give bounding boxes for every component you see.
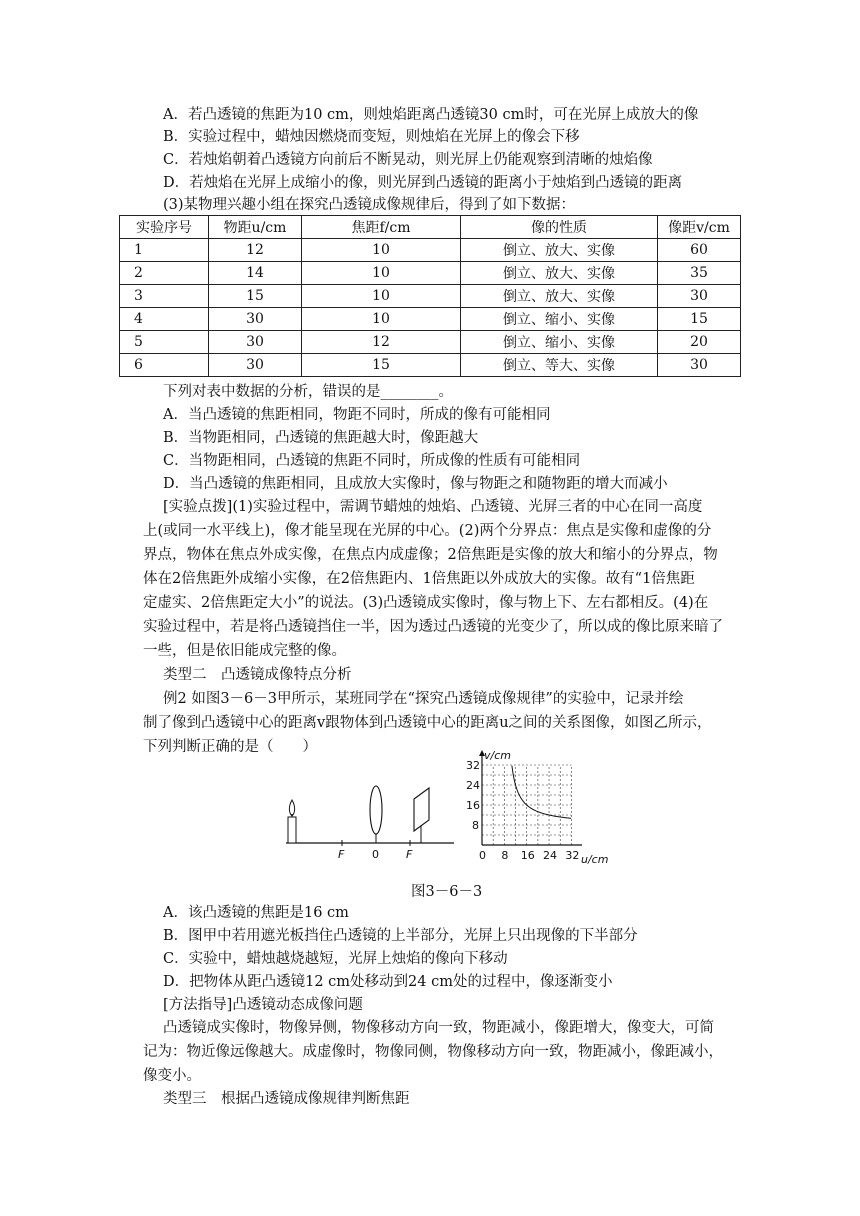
q1-option-b: B．实验过程中，蜡烛因燃烧而变短，则烛焰在光屏上的像会下移 <box>163 129 580 145</box>
method-line-2: 记为：物近像远像越大。成虚像时，物像同侧，物像移动方向一致，物距减小，像距减小， <box>143 1044 723 1060</box>
table-cell: 倒立、缩小、实像 <box>461 308 658 331</box>
figure-3-6-3 <box>284 750 624 875</box>
table-cell: 30 <box>658 354 741 377</box>
col-header-index: 实验序号 <box>120 216 209 239</box>
table-cell: 15 <box>209 285 302 308</box>
method-title: [方法指导]凸透镜动态成像问题 <box>163 997 363 1013</box>
x-tick-label: 0 <box>479 849 486 862</box>
table-cell: 35 <box>658 262 741 285</box>
tip-line-4: 体在2倍焦距外成缩小实像，在2倍焦距内、1倍焦距以外成放大的实像。故有“1倍焦距 <box>143 571 695 587</box>
table-cell: 10 <box>302 308 461 331</box>
table-cell: 14 <box>209 262 302 285</box>
tip-line-6: 实验过程中，若是将凸透镜挡住一半，因为透过凸透镜的光变少了，所以成的像比原来暗了 <box>143 619 723 635</box>
table-cell: 倒立、等大、实像 <box>461 354 658 377</box>
table-header-row <box>120 216 741 239</box>
ex2-line-2: 制了像到凸透镜中心的距离v跟物体到凸透镜中心的距离u之间的关系图像，如图乙所示， <box>143 715 712 731</box>
x-tick-label: 16 <box>520 849 535 862</box>
table-cell: 1 <box>120 239 209 262</box>
table-cell: 2 <box>120 262 209 285</box>
ex2-option-d: D．把物体从距凸透镜12 cm处移动到24 cm处的过程中，像逐渐变小 <box>163 974 613 990</box>
table-row <box>120 239 741 262</box>
method-line-1: 凸透镜成实像时，物像异侧，物像移动方向一致，物距减小，像距增大，像变大，可简 <box>163 1020 714 1036</box>
method-line-3: 像变小。 <box>143 1068 201 1084</box>
uv-curve <box>512 766 571 819</box>
x-tick-label: 32 <box>565 849 580 862</box>
ex2-option-b: B．图甲中若用遮光板挡住凸透镜的上半部分，光屏上只出现像的下半部分 <box>163 928 638 944</box>
q1-option-a: A．若凸透镜的焦距为10 cm，则烛焰距离凸透镜30 cm时，可在光屏上成放大的像 <box>163 107 699 123</box>
x-tick-label: 8 <box>501 849 509 862</box>
table-cell: 15 <box>658 308 741 331</box>
candle <box>288 817 296 843</box>
ex2-option-c: C．实验中，蜡烛越烧越短，光屏上烛焰的像向下移动 <box>163 951 508 967</box>
table-cell: 15 <box>302 354 461 377</box>
col-header-focal-length: 焦距f/cm <box>302 216 461 239</box>
q3-option-d: D．当凸透镜的焦距相同，且成放大实像时，像与物距之和随物距的增大而减小 <box>163 476 668 492</box>
focal-point-right-label: F <box>406 848 413 861</box>
table-cell: 4 <box>120 308 209 331</box>
table-row <box>120 308 741 331</box>
tip-line-7: 一些，但是依旧能成完整的像。 <box>143 643 346 659</box>
experiment-table <box>119 215 741 377</box>
col-header-object-distance: 物距u/cm <box>209 216 302 239</box>
x-tick-label: 24 <box>543 849 558 862</box>
candle-flame <box>289 800 294 816</box>
q1-option-d: D．若烛焰在光屏上成缩小的像，则光屏到凸透镜的距离小于烛焰到凸透镜的距离 <box>163 175 683 191</box>
x-axis-label: u/cm <box>581 853 609 866</box>
focal-point-left-label: F <box>338 848 345 861</box>
y-axis-label: v/cm <box>484 750 511 762</box>
table-cell: 10 <box>302 239 461 262</box>
table-row <box>120 354 741 377</box>
ex2-option-a: A．该凸透镜的焦距是16 cm <box>163 905 349 921</box>
table-cell: 10 <box>302 262 461 285</box>
figure-caption: 图3－6－3 <box>411 884 483 900</box>
ex2-line-3: 下列判断正确的是（ ） <box>143 739 317 755</box>
table-cell: 3 <box>120 285 209 308</box>
q3-intro: (3)某物理兴趣小组在探究凸透镜成像规律后，得到了如下数据： <box>163 197 576 213</box>
table-row <box>120 331 741 354</box>
type3-title: 类型三 根据凸透镜成像规律判断焦距 <box>163 1091 410 1107</box>
table-cell: 倒立、缩小、实像 <box>461 331 658 354</box>
table-cell: 倒立、放大、实像 <box>461 262 658 285</box>
convex-lens <box>370 786 382 834</box>
y-tick-label: 32 <box>466 759 480 772</box>
tip-line-3: 界点，物体在焦点外成实像，在焦点内成虚像；2倍焦距是实像的放大和缩小的分界点，物 <box>143 547 718 563</box>
y-tick-label: 16 <box>466 799 480 812</box>
q3-option-a: A．当凸透镜的焦距相同，物距不同时，所成的像有可能相同 <box>163 407 551 423</box>
q3-question: 下列对表中数据的分析，错误的是________。 <box>163 384 453 400</box>
optical-bench <box>286 786 454 861</box>
y-tick-label: 8 <box>472 819 479 832</box>
table-cell: 30 <box>658 285 741 308</box>
table-cell: 12 <box>209 239 302 262</box>
tip-line-5: 定虚实、2倍焦距定大小”的说法。(3)凸透镜成实像时，像与物上下、左右都相反。(4)在 <box>143 595 709 611</box>
table-cell: 30 <box>209 331 302 354</box>
light-screen <box>414 788 429 831</box>
table-cell: 20 <box>658 331 741 354</box>
col-header-image-nature: 像的性质 <box>461 216 658 239</box>
col-header-image-distance: 像距v/cm <box>658 216 741 239</box>
table-cell: 30 <box>209 308 302 331</box>
type2-title: 类型二 凸透镜成像特点分析 <box>163 667 352 683</box>
table-cell: 12 <box>302 331 461 354</box>
y-tick-label: 24 <box>466 779 480 792</box>
table-cell: 10 <box>302 285 461 308</box>
q1-option-c: C．若烛焰朝着凸透镜方向前后不断晃动，则光屏上仍能观察到清晰的烛焰像 <box>163 152 653 168</box>
tip-line-1: [实验点拨](1)实验过程中，需调节蜡烛的烛焰、凸透镜、光屏三者的中心在同一高度 <box>163 499 703 515</box>
uv-graph <box>466 750 608 866</box>
table-cell: 5 <box>120 331 209 354</box>
q3-option-b: B．当物距相同，凸透镜的焦距越大时，像距越大 <box>163 430 479 446</box>
table-row <box>120 285 741 308</box>
table-cell: 6 <box>120 354 209 377</box>
ex2-line-1: 例2 如图3－6－3甲所示，某班同学在“探究凸透镜成像规律”的实验中，记录并绘 <box>163 691 684 707</box>
table-cell: 倒立、放大、实像 <box>461 285 658 308</box>
lens-origin-label: 0 <box>372 848 379 861</box>
q3-option-c: C．当物距相同，凸透镜的焦距不同时，所成像的性质有可能相同 <box>163 453 581 469</box>
table-row <box>120 262 741 285</box>
table-cell: 60 <box>658 239 741 262</box>
table-cell: 30 <box>209 354 302 377</box>
tip-line-2: 上(或同一水平线上)，像才能呈现在光屏的中心。(2)两个分界点：焦点是实像和虚像的分 <box>143 523 712 539</box>
table-cell: 倒立、放大、实像 <box>461 239 658 262</box>
